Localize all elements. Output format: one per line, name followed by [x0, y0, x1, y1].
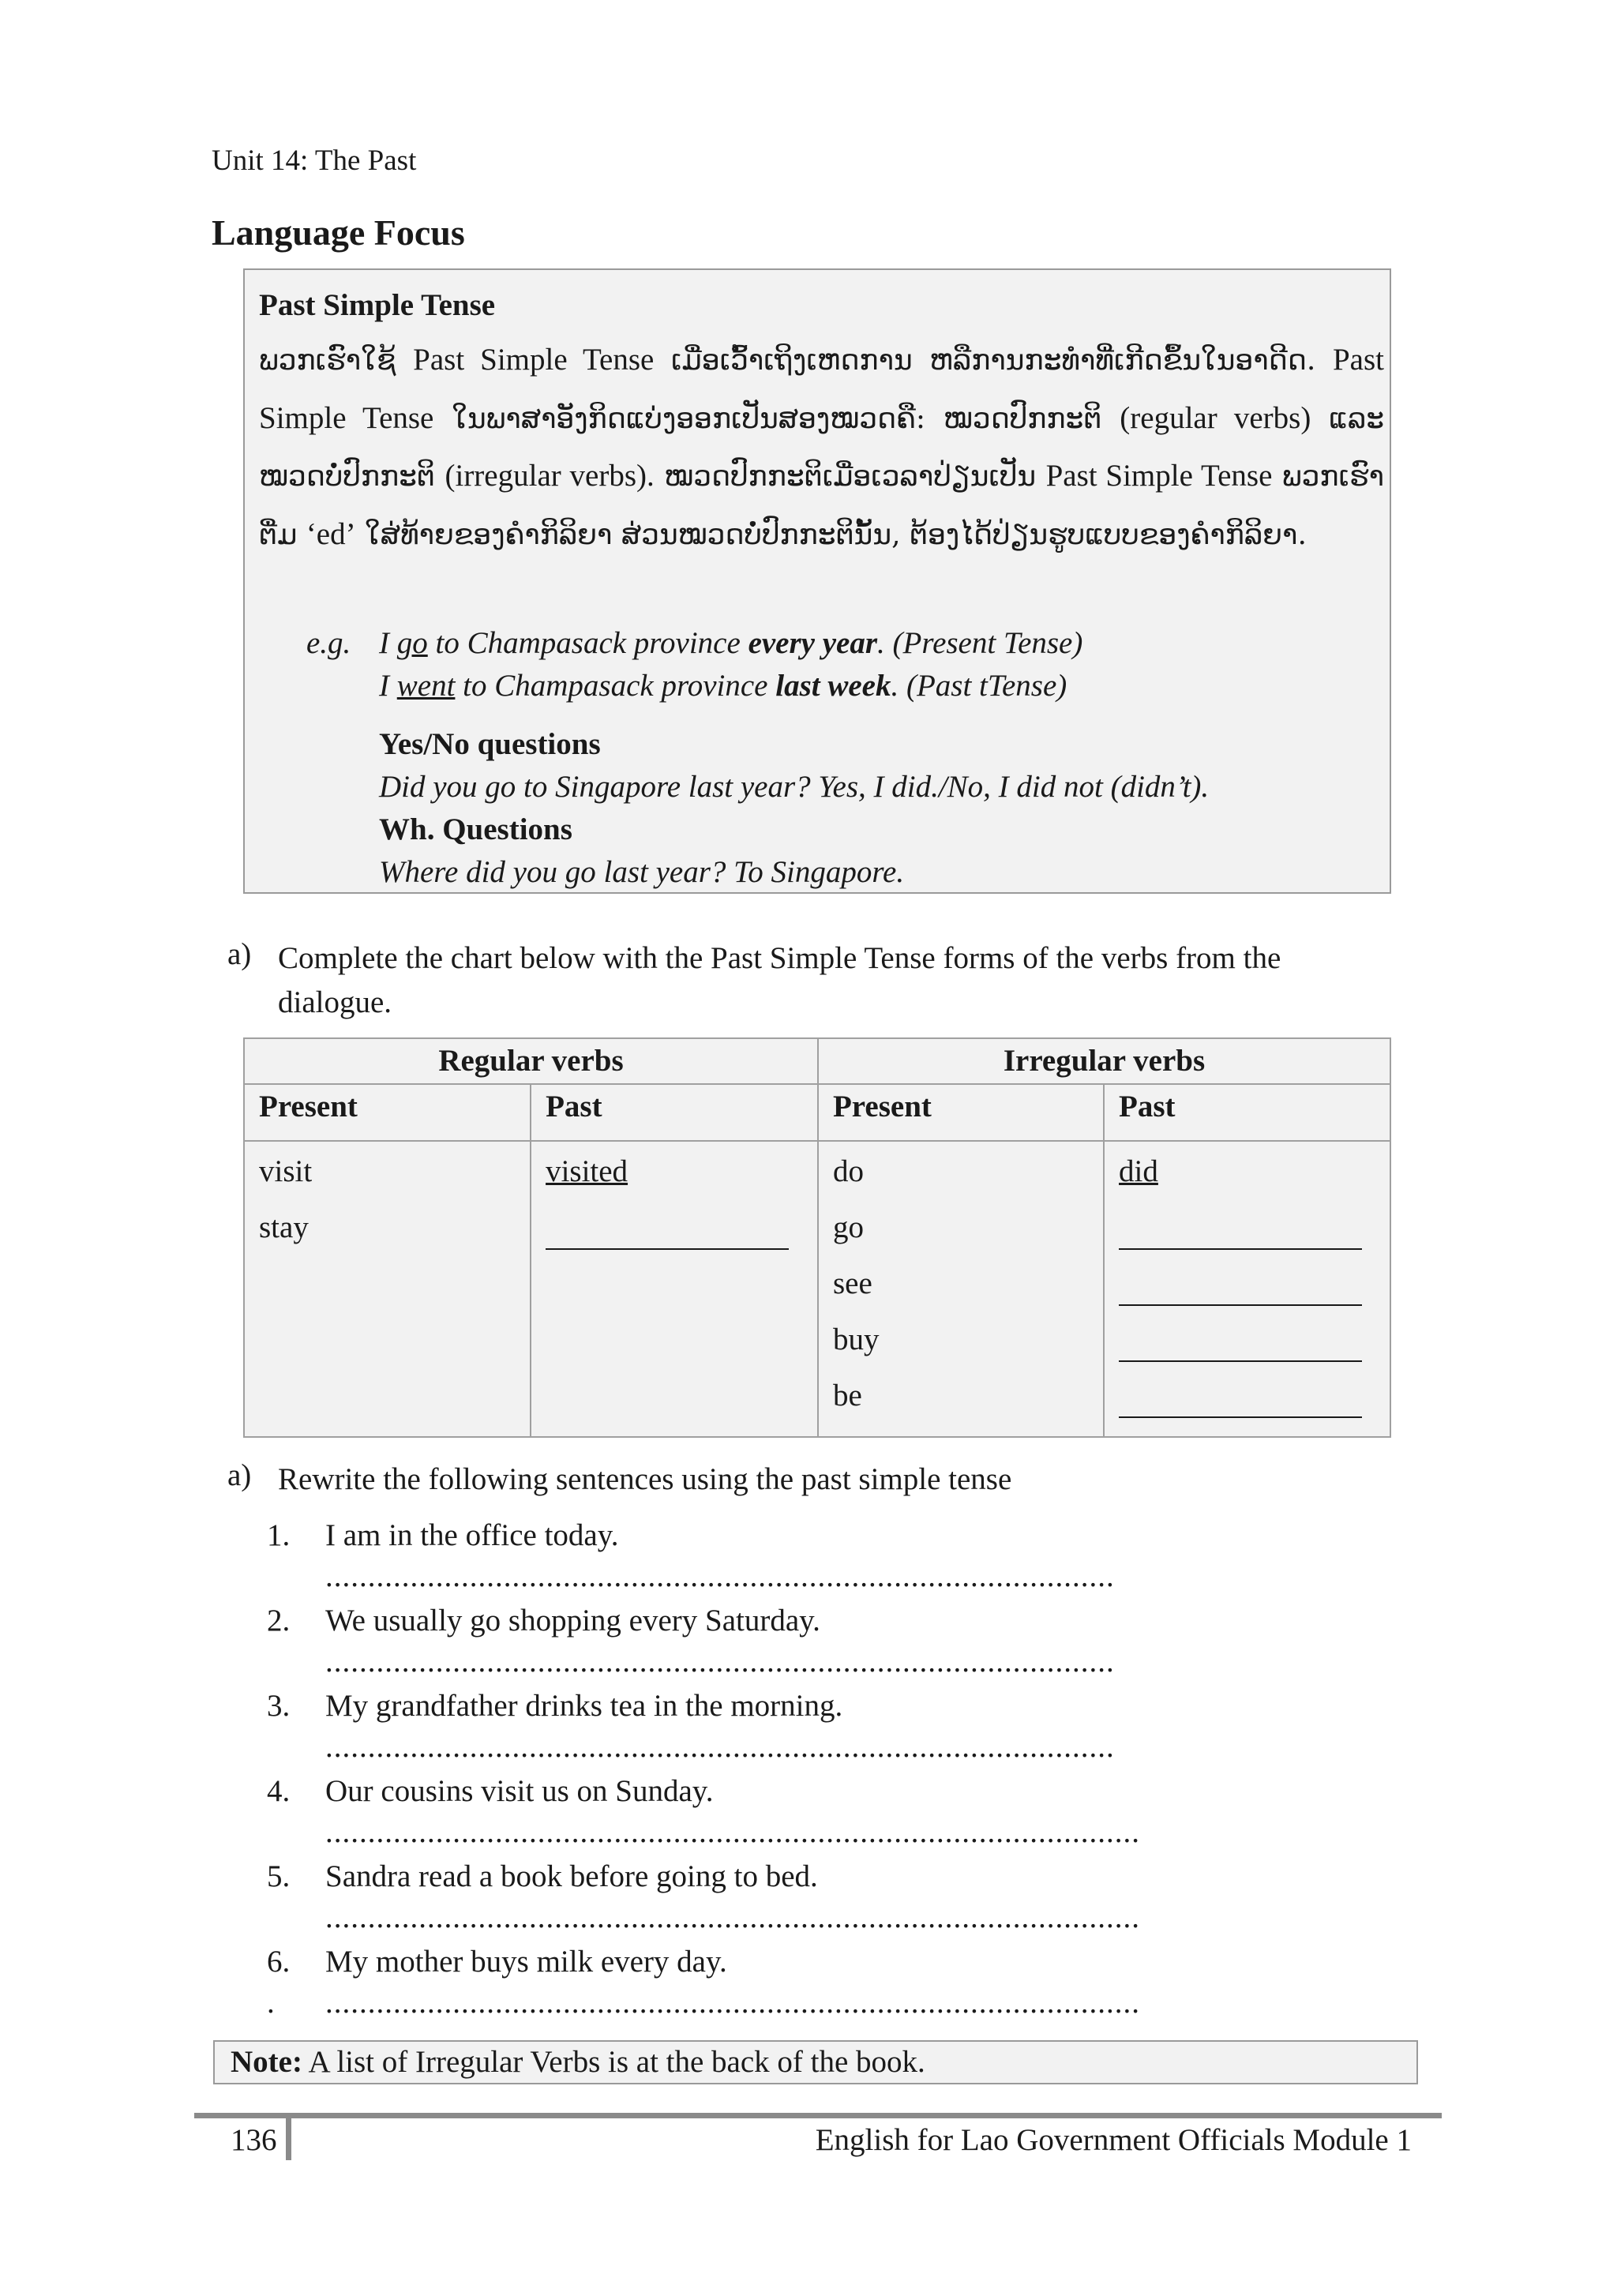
- note-box: [213, 2040, 1418, 2084]
- verb-cell: see: [832, 1266, 872, 1300]
- regular-past-header: Past: [531, 1084, 818, 1141]
- answer-blank[interactable]: [546, 1217, 789, 1250]
- exercise-sentence: We usually go shopping every Saturday.: [325, 1604, 820, 1638]
- irregular-present-header: Present: [818, 1084, 1104, 1141]
- answer-line[interactable]: .............................................................................................: [325, 1730, 1115, 1764]
- irregular-verbs-header: Irregular verbs: [818, 1038, 1390, 1084]
- exercise-number: 3.: [267, 1689, 291, 1723]
- exercise-sentence: I am in the office today.: [325, 1518, 619, 1552]
- verb-chart: [243, 1037, 1391, 1438]
- irregular-past-column: [1104, 1141, 1390, 1437]
- unit-label: Unit 14: The Past: [212, 144, 417, 177]
- footer-rule: [194, 2113, 1442, 2118]
- answer-blank[interactable]: [1119, 1273, 1362, 1306]
- exercise-sentence: Sandra read a book before going to bed.: [325, 1859, 818, 1893]
- exercise-number: 5.: [267, 1859, 291, 1893]
- task-b-label: a): [227, 1458, 252, 1492]
- wh-title: Wh. Questions: [379, 812, 572, 846]
- page-number: 136: [231, 2123, 277, 2157]
- answer-blank[interactable]: [1119, 1217, 1362, 1250]
- task-b-instruction: Rewrite the following sentences using the past simple tense: [278, 1462, 1012, 1496]
- stray-mark: .: [267, 1986, 275, 2020]
- verb-cell: go: [832, 1210, 864, 1244]
- answer-blank[interactable]: [1119, 1385, 1362, 1418]
- exercise-number: 6.: [267, 1945, 291, 1979]
- verb-cell: buy: [832, 1322, 880, 1356]
- verb-cell: visit: [259, 1154, 313, 1188]
- yes-no-example: Did you go to Singapore last year? Yes, I did./No, I did not (didn’t).: [379, 770, 1210, 804]
- answer-line[interactable]: ................................................................................................: [325, 1900, 1140, 1934]
- exercise-number: 1.: [267, 1518, 291, 1552]
- exercise-sentence: My grandfather drinks tea in the morning.: [325, 1689, 843, 1723]
- regular-present-header: Present: [244, 1084, 531, 1141]
- answer-line[interactable]: .............................................................................................: [325, 1645, 1115, 1679]
- task-a-instruction: Complete the chart below with the Past Simple Tense forms of the verbs from the dialogue.: [278, 941, 1281, 1019]
- example-past: I went to Champasack province last week. (Past tTense): [379, 669, 1067, 703]
- irregular-present-column: [818, 1141, 1104, 1437]
- verb-cell: do: [832, 1154, 864, 1188]
- exercise-number: 2.: [267, 1604, 291, 1638]
- exercise-sentence: My mother buys milk every day.: [325, 1945, 727, 1979]
- exercise-sentence: Our cousins visit us on Sunday.: [325, 1774, 714, 1808]
- note-label: Note:: [231, 2045, 302, 2079]
- irregular-past-header: Past: [1104, 1084, 1390, 1141]
- wh-example: Where did you go last year? To Singapore.: [379, 855, 905, 889]
- focus-paragraph: ພວກເຮົາໃຊ້ Past Simple Tense ເມື່ອເວົ້າເຖິງເຫດການ ຫລືການກະທຳທີ່ເກີດຂຶ້ນໃນອາດີດ. Past Simple Tense ໃນພາສາອັງກິດແບ່ງອອກເປັນສອງໝວດຄື: ໝວດປົກກະຕິ (regular verbs) ແລະ ໝວດບໍ່ປົກກະຕິ (irregular verbs). ໝວດປົກກະຕິເມື່ອເວລາປ່ຽນເປັນ Past Simple Tense ພວກເຮົາຕື່ມ ‘ed’ ໃສ່ທ້າຍຂອງຄຳກິລິຍາ ສ່ວນໝວດບໍ່ປົກກະຕິນັ້ນ, ຕ້ອງໄດ້ປ່ຽນຮູບແບບຂອງຄຳກິລິຍາ.: [259, 343, 1384, 551]
- verb-cell: be: [832, 1379, 862, 1412]
- focus-title: Past Simple Tense: [259, 288, 496, 322]
- book-title: English for Lao Government Officials Module 1: [815, 2123, 1412, 2157]
- regular-past-column: [531, 1141, 818, 1437]
- yes-no-title: Yes/No questions: [379, 727, 601, 761]
- footer-divider: [286, 2113, 291, 2160]
- task-a-label: a): [227, 937, 252, 971]
- verb-answer: visited: [546, 1154, 628, 1188]
- answer-line[interactable]: .............................................................................................: [325, 1559, 1115, 1593]
- answer-line[interactable]: ................................................................................................: [325, 1815, 1140, 1849]
- verb-cell: stay: [259, 1210, 309, 1244]
- regular-verbs-header: Regular verbs: [244, 1038, 818, 1084]
- section-title: Language Focus: [212, 212, 465, 253]
- eg-label: e.g.: [306, 626, 351, 660]
- note-text: A list of Irregular Verbs is at the back of the book.: [302, 2045, 925, 2079]
- answer-blank[interactable]: [1119, 1329, 1362, 1362]
- example-present: I go to Champasack province every year. (Present Tense): [379, 626, 1083, 660]
- answer-line[interactable]: ................................................................................................: [325, 1986, 1140, 2020]
- regular-present-column: [244, 1141, 531, 1437]
- exercise-number: 4.: [267, 1774, 291, 1808]
- verb-answer: did: [1119, 1154, 1158, 1188]
